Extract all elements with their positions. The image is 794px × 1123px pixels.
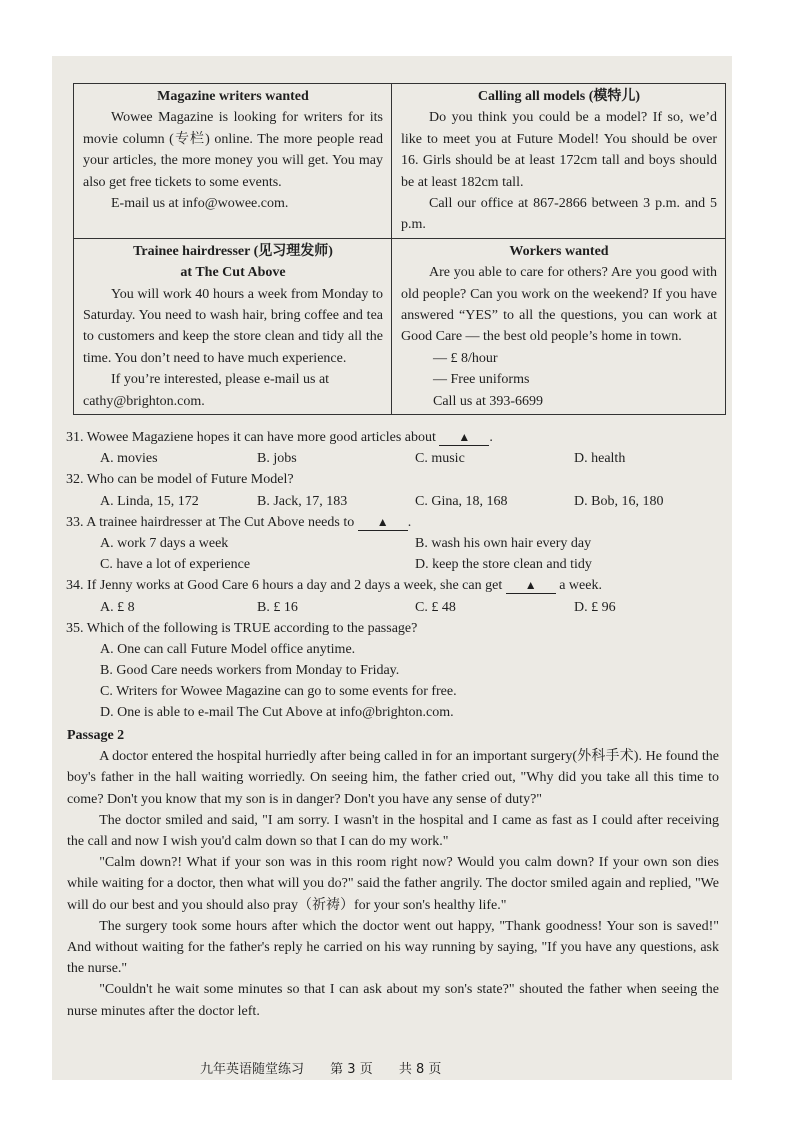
option-d: D. health <box>574 451 626 467</box>
question-31-options <box>66 448 726 469</box>
question-31-stem: 31. Wowee Magaziene hopes it can have more good articles about ▲ . <box>66 430 493 445</box>
page-footer <box>200 1058 600 1077</box>
option-c: C. music <box>415 451 465 467</box>
ad-uniforms: — Free uniforms <box>433 372 530 388</box>
passage-paragraph: "Calm down?! What if your son was in this room right now? Would you calm down? If your own son dies while waiting for a doctor, then what will you do?" said the father angrily. The doctor smiled again and replied, "We will do our best and you should also pray（祈祷）for your son's healthy life." <box>67 855 719 913</box>
ad-title: Calling all models (模特儿) <box>477 89 641 104</box>
questions-section <box>66 427 726 724</box>
option-a: A. Linda, 15, 172 <box>100 493 199 509</box>
ad-models <box>392 84 726 239</box>
ads-table <box>73 83 726 415</box>
ad-text: Do you think you could be a model? If so, we’d like to meet you at Future Model! You should be over 16. Girls should be at least 172cm tall and boys should be at least 182cm tall. <box>401 110 717 190</box>
option-a: A. £ 8 <box>100 599 135 615</box>
option-b: B. £ 16 <box>257 599 298 615</box>
option-b: B. Jack, 17, 183 <box>257 493 348 509</box>
option-b: B. wash his own hair every day <box>415 535 592 551</box>
ad-title: Trainee hairdresser (见习理发师) <box>133 243 333 259</box>
option-c: C. Gina, 18, 168 <box>415 493 508 509</box>
question-35-option-c: C. Writers for Wowee Magazine can go to some events for free. <box>100 684 457 700</box>
question-33-options-row1 <box>66 533 726 554</box>
question-35-option-a: A. One can call Future Model office anytime. <box>100 641 356 657</box>
ad-title: Workers wanted <box>509 243 609 259</box>
question-35-stem: 35. Which of the following is TRUE according to the passage? <box>66 620 418 636</box>
question-34-options <box>66 597 726 618</box>
page-total: 共 8 页 <box>398 1062 442 1077</box>
passage-2 <box>67 725 719 1022</box>
question-33-options-row2 <box>66 554 726 575</box>
course-name: 九年英语随堂练习 <box>200 1062 305 1077</box>
answer-blank: ▲ <box>439 429 489 446</box>
ad-subtitle: at The Cut Above <box>180 265 286 281</box>
ad-contact: Call us at 393-6699 <box>433 393 544 409</box>
option-b: B. jobs <box>257 451 297 467</box>
option-d: D. £ 96 <box>574 599 616 615</box>
ad-workers <box>392 238 726 414</box>
option-d: D. keep the store clean and tidy <box>415 557 592 573</box>
option-a: A. work 7 days a week <box>100 535 229 551</box>
option-d: D. Bob, 16, 180 <box>574 493 664 509</box>
question-34-stem: 34. If Jenny works at Good Care 6 hours a day and 2 days a week, she can get ▲ a week. <box>66 578 602 594</box>
page-number: 第 3 页 <box>330 1062 373 1077</box>
question-35-option-b: B. Good Care needs workers from Monday to Friday. <box>100 663 400 679</box>
ad-pay: — £ 8/hour <box>433 350 498 366</box>
passage-title: Passage 2 <box>67 728 125 743</box>
ad-contact: Call our office at 867-2866 between 3 p.m. and 5 p.m. <box>401 196 717 233</box>
option-c: C. have a lot of experience <box>100 557 251 573</box>
question-33-stem: 33. A trainee hairdresser at The Cut Above needs to ▲ . <box>66 514 412 530</box>
option-c: C. £ 48 <box>415 599 456 615</box>
answer-blank: ▲ <box>506 577 556 594</box>
question-35-option-d: D. One is able to e-mail The Cut Above at info@brighton.com. <box>100 705 454 721</box>
question-32-options <box>66 491 726 512</box>
option-a: A. movies <box>100 451 158 467</box>
ad-magazine <box>74 84 392 239</box>
ad-title: Magazine writers wanted <box>157 89 309 104</box>
passage-paragraph: "Couldn't he wait some minutes so that I can ask about my son's state?" shouted the father when seeing the nurse minutes after the doctor left. <box>67 982 719 1019</box>
ad-contact: If you’re interested, please e-mail us at <box>111 372 330 388</box>
ad-email: cathy@brighton.com. <box>83 393 205 409</box>
passage-paragraph: The surgery took some hours after which the doctor went out happy, "Thank goodness! Your son is saved!" And without waiting for the father's reply he carried on his way running by saying, "If you have any questions, ask the nurse." <box>67 918 719 977</box>
passage-paragraph: The doctor smiled and said, "I am sorry. I wasn't in the hospital and I came as fast as I could after receiving the call and now I wish you'd calm down so that I can do my work." <box>67 812 719 850</box>
ad-hairdresser <box>74 238 392 414</box>
question-32-stem: 32. Who can be model of Future Model? <box>66 472 294 488</box>
passage-paragraph: A doctor entered the hospital hurriedly after being called in for an important surgery(外科手术). He found the boy's father in the hall waiting worriedly. On seeing him, the father cried out, "Why did you take all this time to come? Don't you know that my son is in danger? Don't you have any sense of duty?" <box>67 749 719 807</box>
ad-text: Wowee Magazine is looking for writers for its movie column (专栏) online. The more people read your articles, the more money you will get. You may also get free tickets to some events. <box>83 110 383 190</box>
ad-text: You will work 40 hours a week from Monday to Saturday. You need to wash hair, bring coffee and tea to customers and keep the store clean and tidy all the time. You don’t need to have much experience. <box>83 286 383 366</box>
answer-blank: ▲ <box>358 514 408 531</box>
ad-contact: E-mail us at info@wowee.com. <box>111 196 289 212</box>
ad-text: Are you able to care for others? Are you good with old people? Can you work on the weekend? If you have answered “YES” to all the questions, you can work at Good Care — the best old people’s home in town. <box>401 265 717 345</box>
